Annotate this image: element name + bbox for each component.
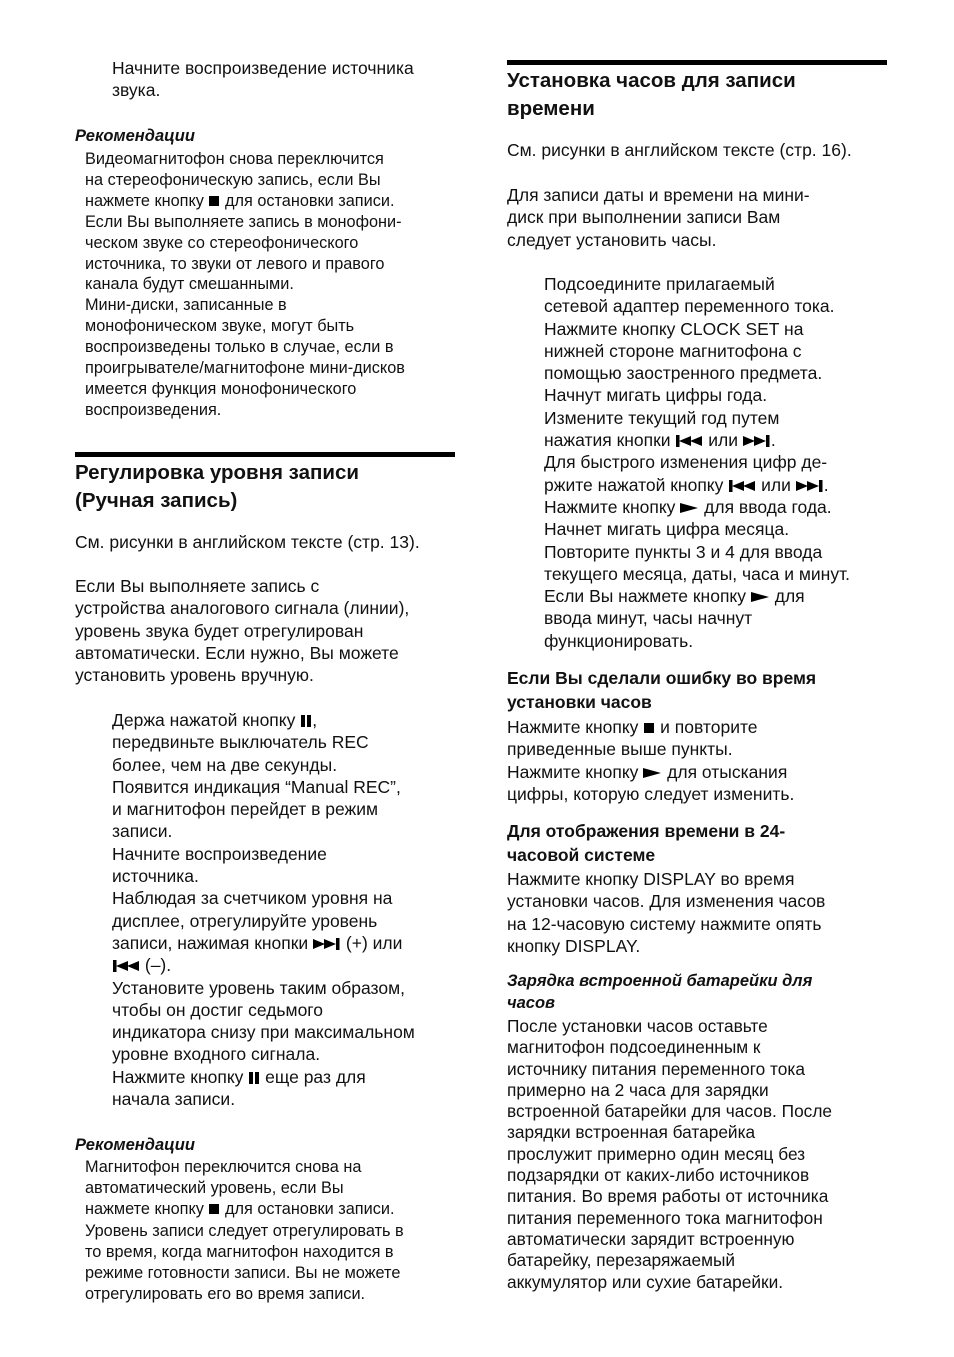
section-intro (507, 184, 887, 251)
text-line: на стереофоническую запись, если Вы (85, 170, 381, 189)
text-line: автоматический уровень, если Вы (85, 1179, 344, 1198)
text-line: Измените текущий год путем (544, 407, 780, 428)
play-icon (680, 497, 699, 517)
text-line: и магнитофон перейдет в режим (112, 799, 379, 820)
text-line: Установите уровень таким образом, (112, 977, 405, 998)
text-line: часов (507, 994, 556, 1012)
text-line: Нажмите кнопку CLOCK SET на (544, 318, 804, 339)
text-line: режиме готовности записи. Вы не можете (85, 1264, 401, 1283)
pause-icon (300, 710, 312, 730)
text-line: Уровень записи следует отрегулировать в (85, 1221, 404, 1240)
text-line: ввода минут, часы начнут (544, 608, 753, 629)
text-line: то время, когда магнитофон находится в (85, 1242, 394, 1261)
section-intro (75, 575, 455, 686)
text-line: установки часов. Для изменения часов (507, 891, 826, 912)
text-line: текущего месяца, даты, часа и минут. (544, 563, 851, 584)
text-line: отрегулировать его во время записи. (85, 1285, 366, 1304)
battery-heading (507, 970, 887, 1014)
text-line: на 12-часовую систему нажмите опять (507, 913, 822, 934)
text-line: помощью заостренного предмета. (544, 363, 823, 384)
text-line: Нажмите кнопку DISPLAY во время (507, 869, 795, 889)
24h-text (507, 868, 887, 957)
text-line: передвиньте выключатель REC (112, 732, 369, 753)
text-line: Для отображения времени в 24- (507, 821, 786, 841)
text-line: Повторите пункты 3 и 4 для ввода (544, 541, 823, 562)
clock-steps (544, 273, 887, 652)
next-icon (313, 933, 341, 953)
text-line: После установки часов оставьте (507, 1016, 768, 1036)
text-line: Нажмите кнопку еще раз для (112, 1066, 366, 1087)
text-line: установки часов (507, 691, 652, 712)
text-line: ржите нажатой кнопку или . (544, 474, 829, 495)
manual-rec-steps (112, 709, 455, 1110)
text-line: канала будут смешанными. (85, 275, 294, 294)
text-line: автоматически зарядит встроенную (507, 1228, 795, 1249)
text-line: зарядки встроенная батарейка (507, 1122, 756, 1143)
text-line: записи, нажимая кнопки (+) или (112, 932, 403, 953)
text-line: нажмете кнопку для остановки записи. (85, 1200, 395, 1219)
text-line: Установка часов для записи (507, 69, 796, 92)
text-line: источника. (112, 866, 199, 887)
text-line: Начнут мигать цифры года. (544, 385, 768, 406)
text-line: Нажмите кнопку для ввода года. (544, 496, 832, 517)
see-figures-note: См. рисунки в английском тексте (стр. 16). (507, 140, 852, 160)
text-line: уровне входного сигнала. (112, 1044, 321, 1065)
prev-icon (728, 475, 756, 495)
text-line: Мини-диски, записанные в (85, 296, 287, 315)
section-title-manual-rec (75, 459, 455, 515)
text-line: Магнитофон переключится снова на (85, 1158, 362, 1176)
text-line: (Ручная запись) (75, 489, 238, 512)
text-line: нажатия кнопки или . (544, 430, 776, 451)
section-rule (75, 452, 455, 457)
text-line: Регулировка уровня записи (75, 461, 359, 484)
text-line: прослужит примерно один месяц без (507, 1143, 806, 1164)
text-line: Наблюдая за счетчиком уровня на (112, 888, 393, 909)
text-line: установить уровень вручную. (75, 665, 314, 686)
prev-icon (112, 955, 140, 975)
intro-continued (112, 57, 455, 102)
next-icon (743, 430, 771, 450)
text-line: цифры, которую следует изменить. (507, 783, 795, 804)
text-line: Начните воспроизведение источника (112, 58, 414, 78)
stop-icon (643, 717, 655, 737)
text-line: Зарядка встроенной батарейки для (507, 972, 813, 990)
stop-icon (208, 192, 220, 210)
text-line: диск при выполнении записи Вам (507, 207, 781, 228)
text-line: звука. (112, 80, 161, 101)
text-line: примерно на 2 часа для зарядки (507, 1079, 769, 1100)
text-line: аккумулятор или сухие батарейки. (507, 1271, 784, 1292)
text-line: Начните воспроизведение (112, 843, 327, 864)
text-line: дисплее, отрегулируйте уровень (112, 910, 378, 931)
text-line: Нажмите кнопку для отыскания (507, 761, 788, 782)
text-line: уровень звука будет отрегулирован (75, 620, 364, 641)
text-line: кнопку DISPLAY. (507, 935, 641, 956)
text-line: ческом звуке со стереофонического (85, 233, 359, 252)
text-line: часовой системе (507, 844, 656, 865)
text-line: устройства аналогового сигнала (линии), (75, 598, 410, 619)
text-line: функционировать. (544, 630, 694, 651)
text-line: Подсоедините прилагаемый (544, 274, 775, 294)
text-line: Если Вы нажмете кнопку для (544, 586, 805, 607)
see-figures-note: См. рисунки в английском тексте (стр. 13). (75, 532, 420, 552)
text-line: Для записи даты и времени на мини- (507, 185, 810, 205)
tips-heading-1: Рекомендации (75, 127, 195, 145)
text-line: приведенные выше пункты. (507, 739, 733, 760)
text-line: Для быстрого изменения цифр де- (544, 452, 828, 473)
text-line: проигрывателе/магнитофоне мини-дисков (85, 359, 405, 378)
tips-text-1 (85, 149, 455, 421)
text-line: подзарядки от каких-либо источников (507, 1165, 810, 1186)
next-icon (796, 475, 824, 495)
tips-heading-2: Рекомендации (75, 1136, 195, 1154)
text-line: Нажмите кнопку и повторите (507, 717, 758, 737)
text-line: Если Вы сделали ошибку во время (507, 668, 817, 688)
battery-text (507, 1016, 887, 1293)
prev-icon (675, 430, 703, 450)
text-line: встроенной батарейки для часов. После (507, 1101, 833, 1122)
section-title-clock (507, 67, 887, 123)
text-line: (–). (112, 954, 455, 976)
24h-heading (507, 820, 887, 867)
play-icon (751, 586, 770, 606)
text-line: записи. (112, 821, 173, 842)
text-line: воспроизведения. (85, 400, 222, 419)
text-line: Если Вы выполняете запись с (75, 576, 320, 596)
tips-text-2 (85, 1157, 455, 1305)
text-line: Начнет мигать цифра месяца. (544, 519, 790, 540)
text-line: источнику питания переменного тока (507, 1058, 805, 1079)
text-line: монофоническом звуке, могут быть (85, 317, 355, 336)
text-line: батарейку, перезаряжаемый (507, 1250, 736, 1271)
text-line: источника, то звуки от левого и правого (85, 254, 385, 273)
text-line: автоматически. Если нужно, Вы можете (75, 642, 399, 663)
text-line: более, чем на две секунды. (112, 754, 338, 775)
stop-icon (208, 1200, 220, 1218)
text-line: сетевой адаптер переменного тока. (544, 296, 835, 317)
text-line: нижней стороне магнитофона с (544, 340, 802, 361)
text-line: воспроизведены только в случае, если в (85, 338, 394, 357)
text-line: времени (507, 97, 595, 120)
text-line: нажмете кнопку для остановки записи. (85, 191, 395, 210)
text-line: чтобы он достиг седьмого (112, 999, 324, 1020)
text-line: питания. Во время работы от источника (507, 1186, 829, 1207)
text-line: имеется функция монофонического (85, 379, 357, 398)
section-rule (507, 60, 887, 65)
text-line: начала записи. (112, 1089, 236, 1110)
pause-icon (248, 1067, 260, 1087)
text-line: Появится индикация “Manual REC”, (112, 776, 401, 797)
text-line: Видеомагнитофон снова переключится (85, 150, 384, 168)
text-line: магнитофон подсоединенным к (507, 1037, 761, 1058)
text-line: Держа нажатой кнопку , (112, 710, 318, 730)
mistake-heading (507, 667, 887, 714)
play-icon (643, 762, 662, 782)
text-line: питания переменного тока магнитофон (507, 1207, 823, 1228)
text-line: следует установить часы. (507, 229, 717, 250)
text-line: Если Вы выполняете запись в монофони- (85, 212, 402, 231)
text-line: индикатора снизу при максимальном (112, 1022, 415, 1043)
mistake-text (507, 716, 887, 805)
